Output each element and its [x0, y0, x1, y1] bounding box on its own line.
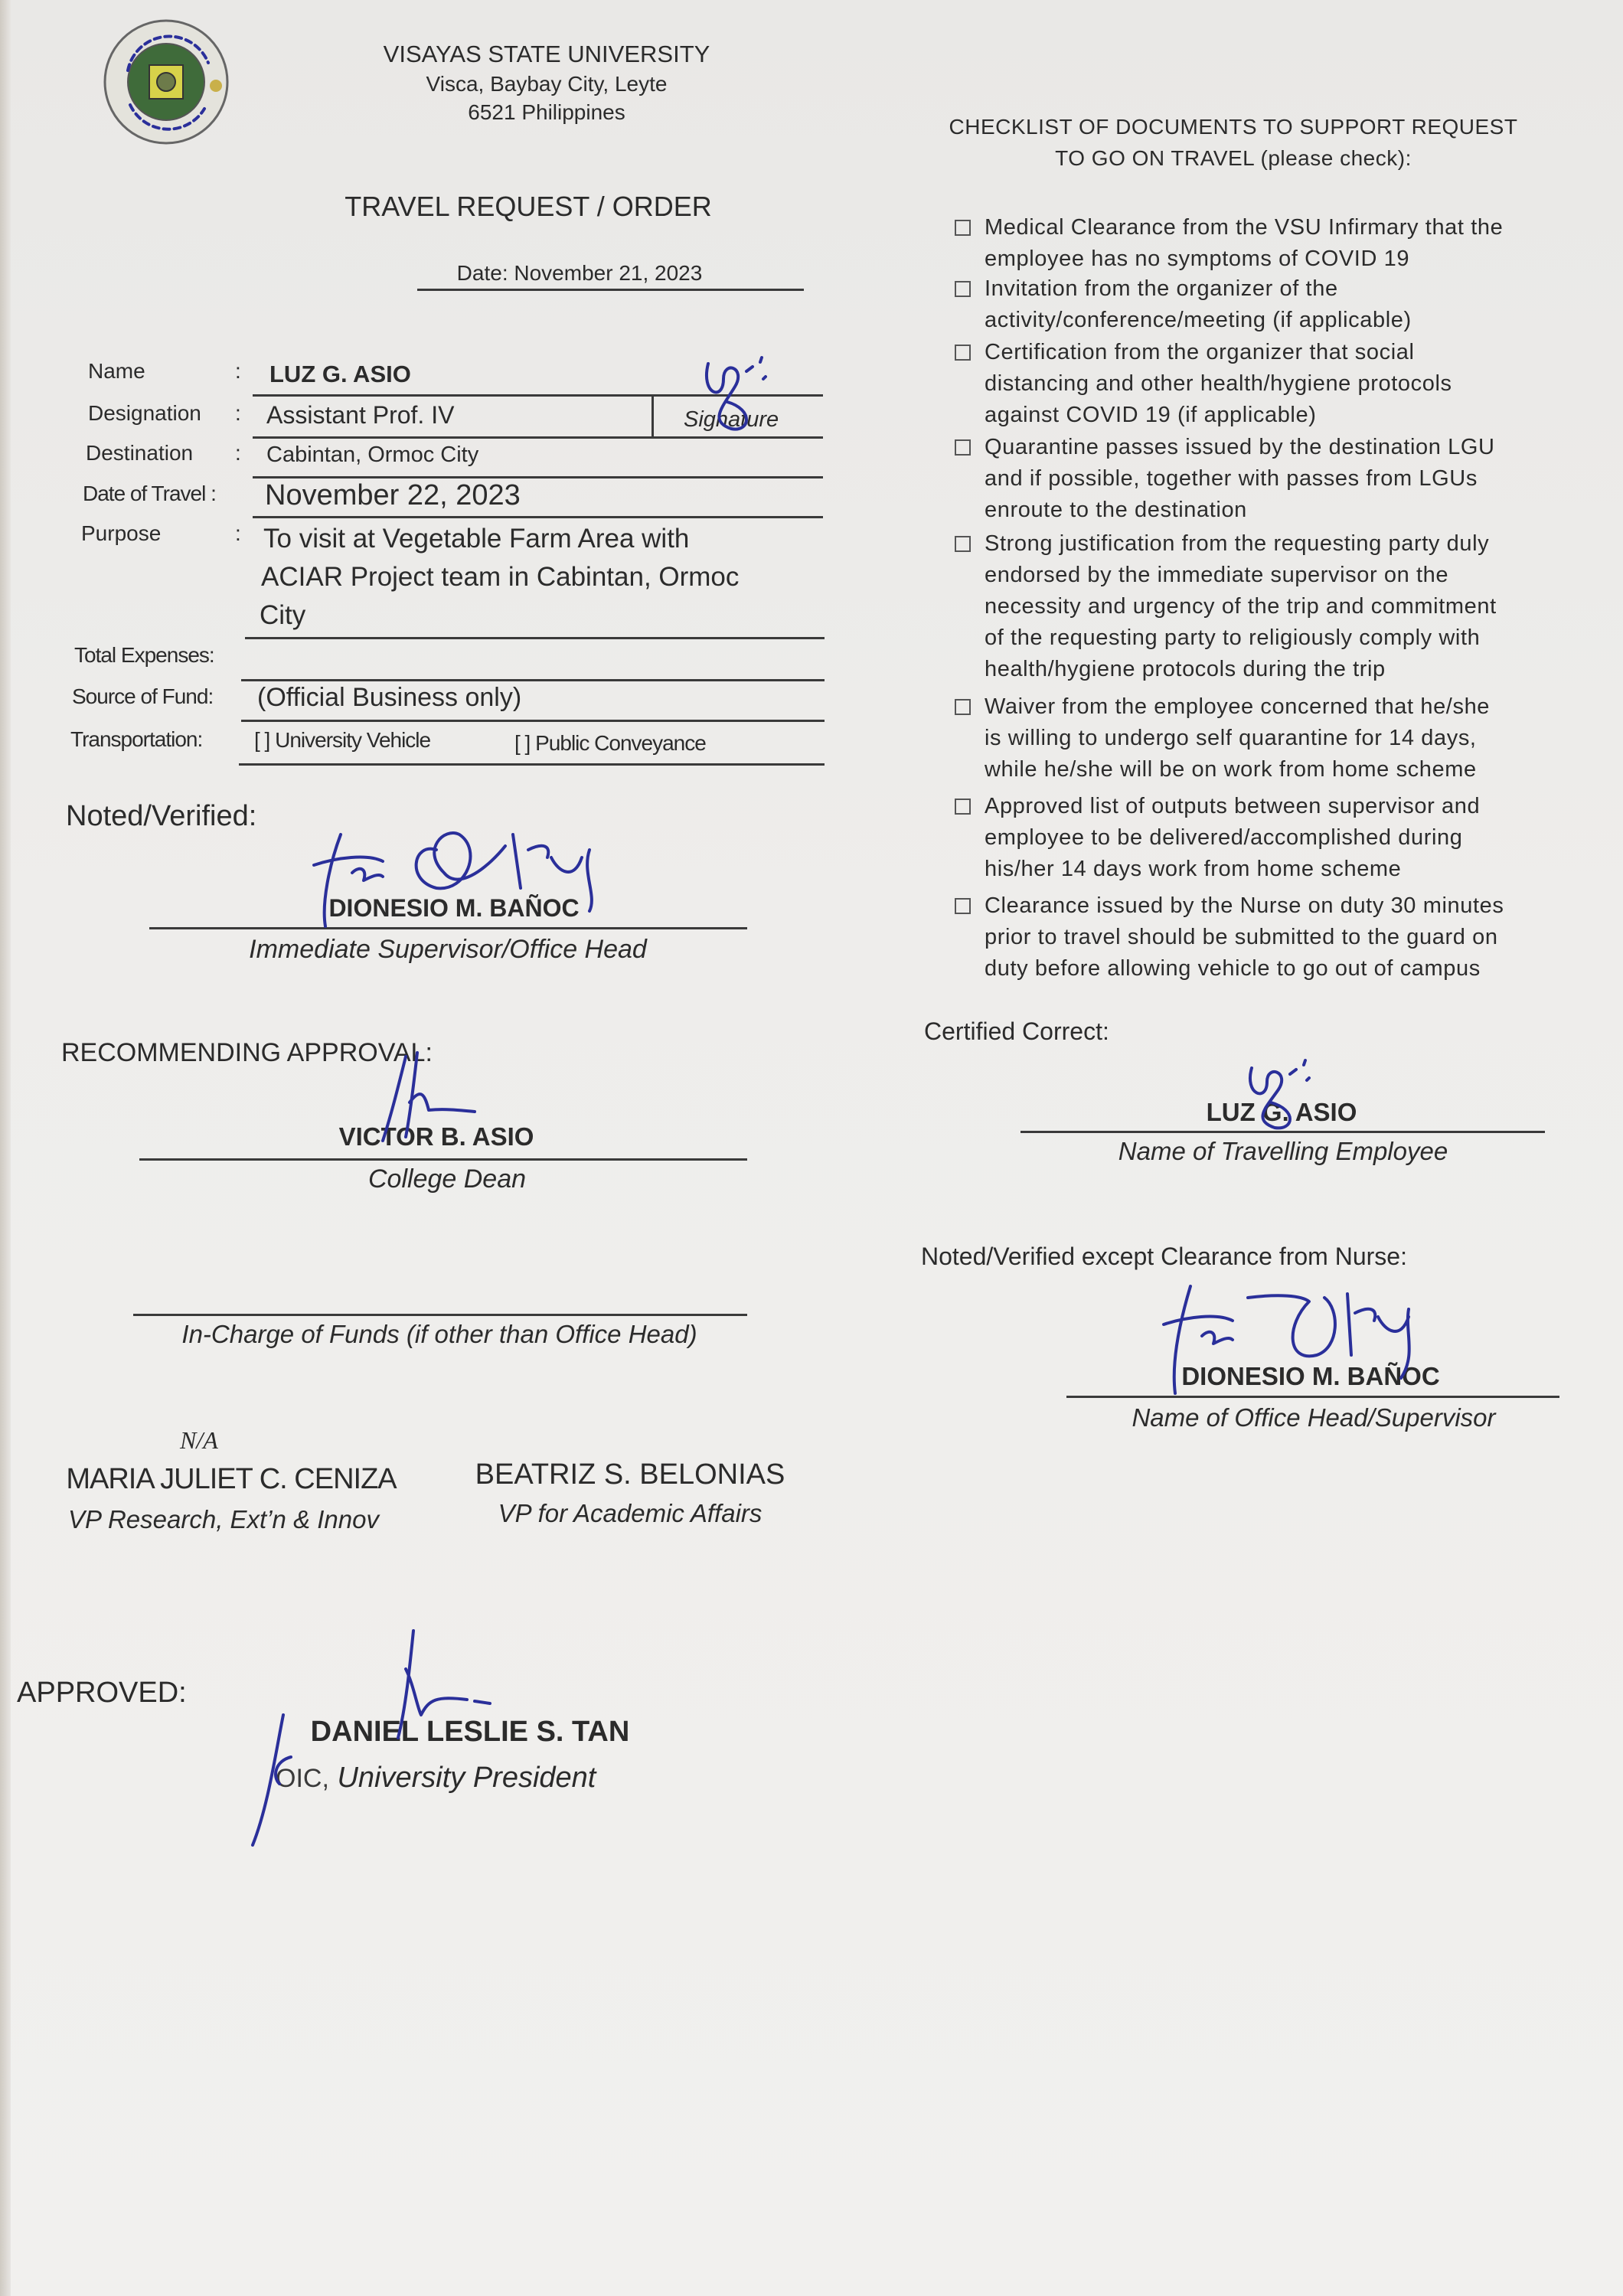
vp-research-na-note: N/A	[180, 1426, 218, 1454]
checklist-item	[955, 432, 1590, 526]
colon: :	[235, 401, 241, 425]
purpose-line-3[interactable]: City	[260, 600, 306, 630]
checklist-item-line: necessity and urgency of the trip and commitment	[985, 594, 1497, 619]
checklist-item-line: Clearance issued by the Nurse on duty 30 minutes	[985, 893, 1504, 918]
checklist-item	[955, 273, 1590, 336]
vp-academic-title: VP for Academic Affairs	[498, 1499, 763, 1527]
checklist-item-line: Quarantine passes issued by the destination LGU	[985, 435, 1495, 459]
checklist-item-line: employee has no symptoms of COVID 19	[985, 247, 1410, 271]
dean-title: College Dean	[367, 1164, 527, 1194]
total-expenses-label: Total Expenses:	[74, 643, 214, 667]
checklist-title-line-1: CHECKLIST OF DOCUMENTS TO SUPPORT REQUEST	[949, 115, 1518, 139]
vp-academic-name: BEATRIZ S. BELONIAS	[475, 1458, 785, 1491]
head-signature	[1156, 1279, 1462, 1401]
date-of-travel-line	[253, 516, 823, 518]
checklist-checkbox[interactable]	[955, 536, 971, 552]
university-name: VISAYAS STATE UNIVERSITY	[383, 41, 710, 67]
supervisor-title: Immediate Supervisor/Office Head	[249, 935, 647, 964]
purpose-line-2[interactable]: ACIAR Project team in Cabintan, Ormoc	[261, 562, 740, 592]
checklist-item	[955, 791, 1590, 885]
signature-label: Signature	[684, 407, 779, 432]
checklist-item-line: is willing to undergo self quarantine for 14 days,	[985, 726, 1477, 750]
checklist-checkbox[interactable]	[955, 281, 971, 297]
address-line-2: 6521 Philippines	[468, 100, 625, 124]
university-seal-logo	[101, 17, 231, 147]
funds-signature-line	[133, 1314, 747, 1316]
dean-signature	[367, 1049, 490, 1148]
supervisor-name: DIONESIO M. BAÑOC	[328, 894, 580, 922]
checklist-item-text	[985, 890, 1590, 985]
checklist-item-text	[985, 432, 1590, 526]
page-title: TRAVEL REQUEST / ORDER	[345, 191, 712, 222]
president-oic-prefix: OIC,	[276, 1764, 329, 1793]
address-line-1: Visca, Baybay City, Leyte	[426, 72, 668, 96]
purpose-label: Purpose	[81, 521, 162, 545]
destination-label: Destination	[86, 441, 194, 465]
purpose-line	[245, 637, 825, 639]
checklist-checkbox[interactable]	[955, 898, 971, 914]
signature-cell-divider	[651, 396, 654, 436]
checklist-item-line: health/hygiene protocols during the trip	[985, 657, 1386, 681]
checklist-item-line: employee to be delivered/accomplished during	[985, 825, 1463, 850]
paper-edge	[0, 0, 11, 2296]
checklist-item-line: duty before allowing vehicle to go out of campus	[985, 956, 1481, 981]
checklist-item-line: distancing and other health/hygiene protocols	[985, 371, 1452, 396]
destination-line	[253, 476, 823, 478]
checklist-item-line: Certification from the organizer that social	[985, 340, 1415, 364]
source-of-fund-label: Source of Fund:	[72, 684, 214, 708]
dean-signature-line	[139, 1158, 747, 1161]
checklist-item-line: enroute to the destination	[985, 498, 1247, 522]
checklist-item-line: his/her 14 days work from home scheme	[985, 857, 1402, 881]
checklist-item-line: endorsed by the immediate supervisor on the	[985, 563, 1449, 587]
date-underline	[417, 289, 804, 291]
checklist-title-line-2: TO GO ON TRAVEL (please check):	[1055, 146, 1412, 170]
designation-value[interactable]: Assistant Prof. IV	[266, 401, 455, 429]
checklist-checkbox[interactable]	[955, 439, 971, 456]
colon: :	[235, 521, 241, 545]
transport-option-public-conveyance[interactable]: [ ] Public Conveyance	[514, 731, 706, 755]
checklist-item	[955, 212, 1590, 275]
checklist-item-text	[985, 337, 1590, 431]
certified-correct-label: Certified Correct:	[924, 1017, 1109, 1045]
employee-title: Name of Travelling Employee	[1118, 1137, 1448, 1165]
approved-label: APPROVED:	[17, 1677, 187, 1709]
checklist-item-text	[985, 791, 1590, 885]
head-title: Name of Office Head/Supervisor	[1132, 1403, 1496, 1432]
source-of-fund-value[interactable]: (Official Business only)	[257, 683, 522, 712]
designation-label: Designation	[88, 401, 201, 425]
checklist-item-line: Approved list of outputs between supervisor and	[985, 794, 1481, 818]
checklist-checkbox[interactable]	[955, 799, 971, 815]
employee-signature	[693, 348, 777, 440]
name-value[interactable]: LUZ G. ASIO	[269, 361, 411, 387]
checklist-item-line: prior to travel should be submitted to the guard on	[985, 925, 1498, 949]
checklist-checkbox[interactable]	[955, 345, 971, 361]
checklist-item	[955, 691, 1590, 785]
request-date: Date: November 21, 2023	[456, 261, 703, 285]
vp-research-title: VP Research, Ext’n & Innov	[68, 1505, 379, 1533]
checklist-item-text	[985, 273, 1590, 336]
checklist-item-line: Waiver from the employee concerned that he/she	[985, 694, 1491, 719]
checklist-item	[955, 528, 1590, 685]
transportation-label: Transportation:	[70, 727, 203, 751]
funds-title: In-Charge of Funds (if other than Office Head)	[181, 1320, 697, 1348]
destination-value[interactable]: Cabintan, Ormoc City	[266, 443, 479, 467]
employee-signature-certified	[1236, 1053, 1321, 1137]
checklist-checkbox[interactable]	[955, 699, 971, 715]
checklist-checkbox[interactable]	[955, 220, 971, 236]
checklist-item-line: against COVID 19 (if applicable)	[985, 403, 1317, 427]
checklist-item-line: and if possible, together with passes from LGUs	[985, 466, 1478, 491]
head-name: DIONESIO M. BAÑOC	[1181, 1362, 1440, 1390]
employee-name: LUZ G. ASIO	[1206, 1098, 1357, 1126]
president-signature	[237, 1623, 513, 1860]
noted-except-label: Noted/Verified except Clearance from Nurse:	[921, 1243, 1407, 1270]
supervisor-signature	[306, 819, 643, 934]
recommending-approval-label: RECOMMENDING APPROVAL:	[61, 1038, 433, 1067]
total-expenses-line	[241, 679, 825, 681]
checklist-item-text	[985, 528, 1590, 685]
president-name: DANIEL LESLIE S. TAN	[310, 1716, 630, 1748]
checklist-item-line: Invitation from the organizer of the	[985, 276, 1338, 301]
president-title: University President	[337, 1762, 596, 1794]
transport-option-university-vehicle[interactable]: [ ] University Vehicle	[254, 728, 431, 752]
checklist-item-line: activity/conference/meeting (if applicable)	[985, 308, 1412, 332]
dean-name: VICTOR B. ASIO	[338, 1122, 534, 1151]
date-of-travel-value[interactable]: November 22, 2023	[265, 479, 521, 511]
colon: :	[235, 441, 241, 465]
purpose-line-1[interactable]: To visit at Vegetable Farm Area with	[263, 524, 690, 554]
checklist-item-line: Medical Clearance from the VSU Infirmary that the	[985, 215, 1504, 240]
checklist-item-line: of the requesting party to religiously comply with	[985, 625, 1481, 650]
source-of-fund-line	[241, 720, 825, 722]
checklist-item-text	[985, 691, 1590, 785]
noted-verified-label: Noted/Verified:	[66, 800, 257, 832]
colon: :	[235, 359, 241, 383]
transportation-line	[239, 763, 825, 766]
checklist-item-text	[985, 212, 1590, 275]
checklist-item	[955, 337, 1590, 431]
date-of-travel-label: Date of Travel :	[83, 482, 216, 505]
vp-research-name: MARIA JULIET C. CENIZA	[66, 1463, 397, 1495]
checklist-item	[955, 890, 1590, 985]
checklist-item-line: Strong justification from the requesting party duly	[985, 531, 1490, 556]
checklist-item-line: while he/she will be on work from home scheme	[985, 757, 1477, 782]
name-label: Name	[88, 359, 145, 383]
